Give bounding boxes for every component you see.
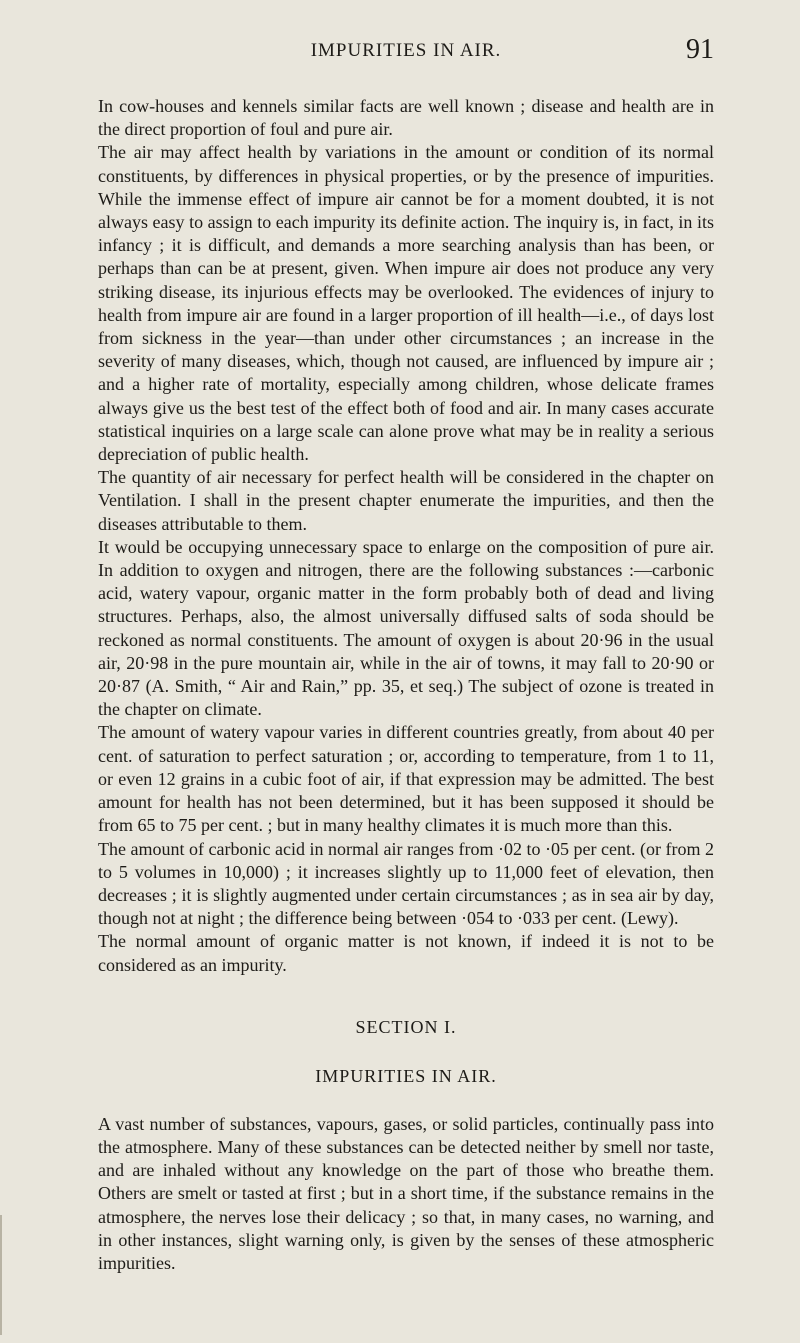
paragraph: In cow-houses and kennels similar facts are well known ; disease and health are in the direct proportion of foul and pure air. — [98, 96, 714, 140]
paragraph: The air may affect health by variations in the amount or condition of its normal constituents, by differences in physical properties, or by the presence of impurities. While the immense effect of impure air cannot be for a moment doubted, it is not always easy to assign to each impurity its definite action. The inquiry is, in fact, in its infancy ; it is difficult, and demands a more searching analysis than has been, or perhaps than can be at present, given. When impure air does not produce any very striking disease, its injurious effects may be overlooked. The evidences of injury to health from impure air are found in a larger proportion of ill health—i.e., of days lost from sickness in the year—than under other circumstances ; an increase in the severity of many diseases, which, though not caused, are influenced by impure air ; and a higher rate of mortality, especially among children, whose delicate frames always give us the best test of the effect both of food and air. In many cases accurate statistical inquiries on a large scale can alone prove what may be in reality a serious depreciation of public health. — [98, 142, 714, 465]
paragraph: The amount of carbonic acid in normal air ranges from ·02 to ·05 per cent. (or from 2 to 5 volumes in 10,000) ; it increases slightly up to 11,000 feet of elevation, then decreases ; it is slightly augmented under certain circumstances ; as in sea air by day, though not at night ; the difference being between ·054 to ·033 per cent. (Lewy). — [98, 838, 714, 929]
body-text — [98, 95, 714, 1275]
running-head — [98, 34, 714, 65]
paragraph: The quantity of air necessary for perfect health will be considered in the chapter on Ventilation. I shall in the present chapter enumerate the impurities, and then the diseases attributable to them. — [98, 467, 714, 534]
section-number: SECTION I. — [355, 1016, 457, 1037]
paragraph: The normal amount of organic matter is not known, if indeed it is not to be considered as an impurity. — [98, 931, 714, 975]
paragraph: It would be occupying unnecessary space to enlarge on the composition of pure air. In addition to oxygen and nitrogen, there are the following substances :—carbonic acid, watery vapour, organic matter in the form probably both of dead and living structures. Perhaps, also, the almost universally diffused salts of soda should be reckoned as normal constituents. The amount of oxygen is about 20·96 in the usual air, 20·98 in the pure mountain air, while in the air of towns, it may fall to 20·90 or 20·87 (A. Smith, “ Air and Rain,” pp. 35, et seq.) The subject of ozone is treated in the chapter on climate. — [98, 536, 714, 720]
running-title: IMPURITIES IN AIR. — [310, 40, 502, 61]
section-title: IMPURITIES IN AIR. — [315, 1065, 497, 1086]
paragraph: A vast number of substances, vapours, gases, or solid particles, continually pass into the atmosphere. Many of these substances can be detected neither by smell nor taste, and are inhaled without any knowledge on the part of those who breathe them. Others are smelt or tasted at first ; but in a short time, if the substance remains in the atmosphere, the nerves lose their delicacy ; so that, in many cases, no warning, and in other instances, slight warning only, is given by the senses of these atmospheric impurities. — [98, 1113, 714, 1273]
paragraph: The amount of watery vapour varies in different countries greatly, from about 40 per cent. of saturation to perfect saturation ; or, according to temperature, from 1 to 11, or even 12 grains in a cubic foot of air, if that expression may be admitted. The best amount for health has not been determined, but it has been supposed it should be from 65 to 75 per cent. ; but in many healthy climates it is much more than this. — [98, 722, 714, 836]
page-edge-shadow — [0, 1215, 2, 1335]
page-number: 91 — [686, 34, 714, 65]
